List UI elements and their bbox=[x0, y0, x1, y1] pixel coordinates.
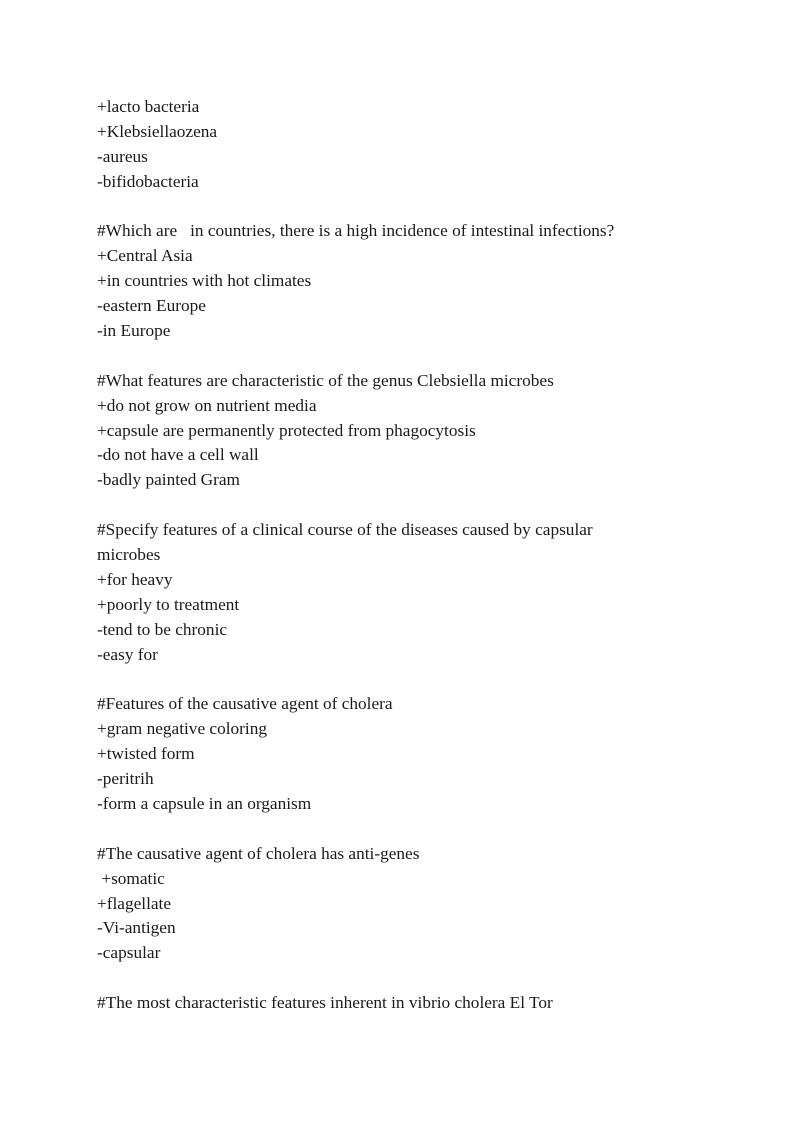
text-line: -in Europe bbox=[97, 321, 171, 341]
text-line: -form a capsule in an organism bbox=[97, 793, 312, 813]
text-line: -do not have a cell wall bbox=[97, 445, 259, 465]
text-line: +flagellate bbox=[97, 893, 172, 913]
text-line: +for heavy bbox=[97, 569, 173, 589]
text-line: +in countries with hot climates bbox=[97, 271, 312, 291]
text-line: -tend to be chronic bbox=[97, 619, 228, 639]
text-line: +Klebsiellaozena bbox=[97, 121, 218, 141]
text-line: -eastern Europe bbox=[97, 296, 206, 316]
question-line: #What features are characteristic of the genus Clebsiella microbes bbox=[97, 370, 554, 390]
blank-line bbox=[97, 966, 737, 991]
text-line: +lacto bacteria bbox=[97, 97, 200, 116]
text-line: +Central Asia bbox=[97, 246, 193, 266]
text-line: -badly painted Gram bbox=[97, 470, 241, 490]
blank-line bbox=[97, 817, 737, 842]
question-line: #Specify features of a clinical course of the diseases caused by capsular bbox=[97, 520, 593, 540]
question-line: #Which are in countries, there is a high incidence of intestinal infections? bbox=[97, 221, 615, 241]
text-line: +twisted form bbox=[97, 744, 195, 764]
text-line: -bifidobacteria bbox=[97, 171, 199, 191]
blank-line bbox=[97, 195, 737, 220]
text-line: +poorly to treatment bbox=[97, 594, 240, 614]
blank-line bbox=[97, 493, 737, 518]
text-line: +gram negative coloring bbox=[97, 719, 268, 739]
question-line: #The causative agent of cholera has anti-genes bbox=[97, 843, 420, 863]
text-line: -aureus bbox=[97, 146, 148, 166]
text-line: -capsular bbox=[97, 943, 161, 963]
question-line: #The most characteristic features inherent in vibrio cholera El Tor bbox=[97, 993, 553, 1013]
text-line: -easy for bbox=[97, 644, 158, 664]
text-line: +capsule are permanently protected from phagocytosis bbox=[97, 420, 476, 440]
document-page bbox=[97, 95, 737, 1016]
question-line: #Features of the causative agent of cholera bbox=[97, 694, 393, 714]
text-line: microbes bbox=[97, 545, 161, 565]
blank-line bbox=[97, 344, 737, 369]
text-line: -Vi-antigen bbox=[97, 918, 176, 938]
blank-line bbox=[97, 667, 737, 692]
text-line: -peritrih bbox=[97, 769, 154, 789]
text-line: +do not grow on nutrient media bbox=[97, 395, 317, 415]
text-line: +somatic bbox=[97, 868, 165, 888]
